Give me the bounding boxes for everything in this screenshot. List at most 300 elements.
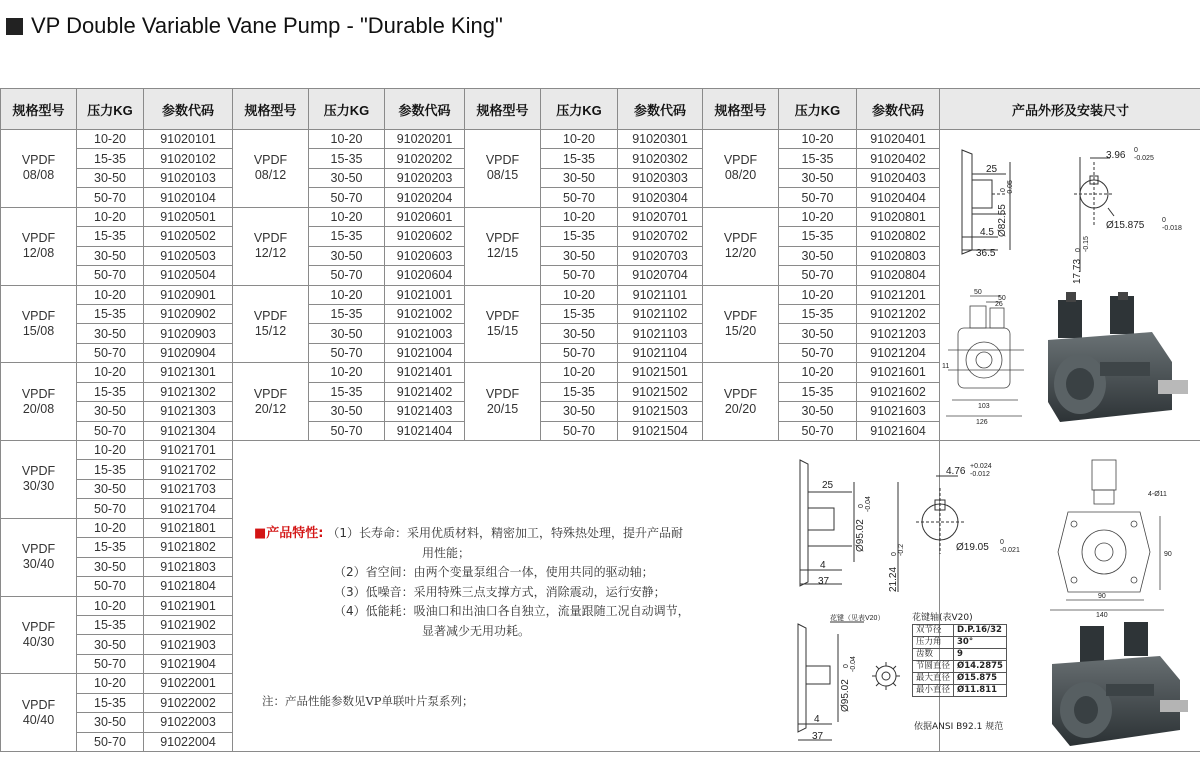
model-cell	[233, 285, 309, 363]
feature-line	[254, 563, 734, 583]
code-cell: 91021601	[857, 363, 940, 382]
pressure-cell: 10-20	[779, 130, 857, 149]
code-cell: 91020802	[857, 227, 940, 246]
pressure-cell: 15-35	[779, 304, 857, 323]
feature-note: 注：产品性能参数见VP单联叶片泵系列；	[262, 694, 474, 708]
dim-text: 4	[820, 560, 826, 571]
model-label: 08/08	[22, 168, 55, 183]
header-model: 规格型号	[703, 89, 779, 130]
model-label: 12/12	[254, 246, 287, 261]
model-label: VPDF	[485, 308, 520, 323]
model-label: 20/12	[254, 401, 287, 416]
dim-text: 90	[1164, 551, 1172, 558]
spline-param-label: 双节径	[913, 625, 954, 637]
dim-tol: -0.15	[1083, 236, 1090, 252]
spline-table-title: 花键轴(表V20)	[912, 613, 973, 623]
feature-line	[254, 524, 734, 544]
pressure-cell: 50-70	[77, 188, 144, 207]
code-cell: 91020601	[385, 207, 465, 226]
code-cell: 91021804	[144, 577, 233, 596]
code-cell: 91020404	[857, 188, 940, 207]
code-cell: 91020103	[144, 168, 233, 187]
pressure-cell: 15-35	[779, 382, 857, 401]
model-label: 08/20	[724, 168, 757, 183]
feature-item: （3）低噪音：采用特殊三点支撑方式，消除震动，运行安静；	[334, 584, 666, 599]
pressure-cell: 15-35	[541, 149, 618, 168]
dim-text: 50	[974, 289, 982, 296]
pressure-cell: 15-35	[77, 382, 144, 401]
model-cell	[1, 363, 77, 441]
dim-text: 90	[1098, 593, 1106, 600]
page-title: VP Double Variable Vane Pump - "Durable King"	[31, 13, 503, 38]
pressure-cell: 15-35	[77, 615, 144, 634]
dim-text: 4-Ø11	[1148, 491, 1167, 498]
pressure-cell: 15-35	[309, 304, 385, 323]
pressure-cell: 30-50	[541, 246, 618, 265]
dim-tol: -0.05	[1007, 180, 1014, 196]
pressure-cell: 30-50	[77, 246, 144, 265]
spline-row	[913, 673, 1007, 685]
dim-tol: 0	[858, 504, 865, 508]
code-cell: 91020502	[144, 227, 233, 246]
code-cell: 91020303	[618, 168, 703, 187]
code-cell: 91021903	[144, 635, 233, 654]
model-label: VPDF	[723, 231, 758, 246]
pressure-cell: 30-50	[779, 324, 857, 343]
pressure-cell: 30-50	[77, 479, 144, 498]
model-label: 20/20	[724, 401, 757, 416]
pressure-cell: 50-70	[779, 266, 857, 285]
code-cell: 91020903	[144, 324, 233, 343]
model-label: 08/12	[254, 168, 287, 183]
pressure-cell: 10-20	[541, 130, 618, 149]
product-features	[254, 524, 734, 641]
model-label: VPDF	[21, 231, 56, 246]
model-cell	[465, 207, 541, 285]
dim-text: 4	[814, 714, 820, 725]
model-label: 08/15	[486, 168, 519, 183]
dim-tol: 0	[1162, 217, 1166, 224]
model-label: VPDF	[21, 697, 56, 712]
pressure-cell: 30-50	[77, 168, 144, 187]
pressure-cell: 10-20	[309, 207, 385, 226]
dim-text: 37	[812, 731, 824, 742]
spline-key-label: 花键（见表V20）	[830, 615, 885, 622]
code-cell: 91020403	[857, 168, 940, 187]
code-cell: 91021004	[385, 343, 465, 362]
pressure-cell: 30-50	[309, 246, 385, 265]
model-cell	[233, 207, 309, 285]
drawing-keyed-shaft-small	[934, 132, 1196, 284]
code-cell: 91021103	[618, 324, 703, 343]
code-cell: 91021101	[618, 285, 703, 304]
code-cell: 91021402	[385, 382, 465, 401]
pressure-cell: 50-70	[77, 732, 144, 751]
pressure-cell: 10-20	[77, 441, 144, 460]
pressure-cell: 10-20	[77, 518, 144, 537]
feature-item: （2）省空间：由两个变量泵组合一体，使用共同的驱动轴；	[334, 565, 654, 579]
drawing-spline-shaft	[790, 612, 908, 748]
code-cell: 91021901	[144, 596, 233, 615]
code-cell: 91021701	[144, 441, 233, 460]
code-cell: 91020801	[857, 207, 940, 226]
dim-tol: 0	[1075, 248, 1082, 252]
pressure-cell: 10-20	[77, 363, 144, 382]
dim-text: 21.24	[888, 566, 899, 592]
spline-footer: 依据ANSI B92.1 规范	[914, 722, 1004, 732]
model-cell	[1, 518, 77, 596]
pressure-cell: 30-50	[77, 557, 144, 576]
pressure-cell: 15-35	[77, 149, 144, 168]
dim-tol: -0.04	[865, 496, 872, 512]
header-code: 参数代码	[857, 89, 940, 130]
model-cell	[1, 596, 77, 674]
dim-tol: -0.012	[970, 471, 990, 478]
code-cell: 91020703	[618, 246, 703, 265]
code-cell: 91020701	[618, 207, 703, 226]
model-label: 20/08	[22, 401, 55, 416]
code-cell: 91020504	[144, 266, 233, 285]
spline-param-label: 节圆直径	[913, 661, 954, 673]
dim-tol: 0	[1134, 147, 1138, 154]
pressure-cell: 15-35	[541, 304, 618, 323]
model-cell	[1, 285, 77, 363]
dim-text: 50	[998, 295, 1006, 302]
spline-table-body	[913, 625, 1007, 697]
spline-param-value: D.P.16/32	[954, 625, 1007, 637]
table-header-row	[1, 89, 1200, 130]
model-label: 20/15	[486, 401, 519, 416]
feature-line	[254, 544, 734, 564]
pressure-cell: 15-35	[77, 227, 144, 246]
model-label: 12/08	[22, 246, 55, 261]
pressure-cell: 50-70	[309, 343, 385, 362]
pressure-cell: 30-50	[77, 402, 144, 421]
code-cell: 91021902	[144, 615, 233, 634]
header-model: 规格型号	[1, 89, 77, 130]
feature-line	[254, 622, 734, 642]
pressure-cell: 15-35	[309, 382, 385, 401]
code-cell: 91020804	[857, 266, 940, 285]
dim-text: 26	[995, 301, 1003, 308]
dim-text: 36.5	[976, 248, 996, 259]
spline-row	[913, 637, 1007, 649]
model-label: VPDF	[21, 153, 56, 168]
pressure-cell: 50-70	[77, 654, 144, 673]
header-model: 规格型号	[465, 89, 541, 130]
pressure-cell: 50-70	[779, 343, 857, 362]
model-label: VPDF	[723, 386, 758, 401]
code-cell: 91020101	[144, 130, 233, 149]
spline-param-value: Ø11.811	[954, 685, 1007, 697]
model-cell	[233, 363, 309, 441]
model-label: VPDF	[21, 308, 56, 323]
spline-param-value: Ø15.875	[954, 673, 1007, 685]
model-label: VPDF	[253, 153, 288, 168]
pressure-cell: 10-20	[779, 207, 857, 226]
code-cell: 91021303	[144, 402, 233, 421]
pressure-cell: 10-20	[77, 596, 144, 615]
pressure-cell: 30-50	[541, 168, 618, 187]
code-cell: 91020704	[618, 266, 703, 285]
pressure-cell: 10-20	[541, 207, 618, 226]
dim-text: Ø82.55	[997, 204, 1008, 237]
dim-text: 4.5	[980, 227, 994, 238]
dim-tol: -0.018	[1162, 225, 1182, 232]
dim-text: 11	[942, 363, 950, 370]
header-model: 规格型号	[233, 89, 309, 130]
pressure-cell: 10-20	[541, 285, 618, 304]
pressure-cell: 15-35	[541, 382, 618, 401]
code-cell: 91020603	[385, 246, 465, 265]
feature-item: （1）长寿命：采用优质材料，精密加工，特殊热处理，提升产品耐	[327, 526, 683, 540]
model-cell	[1, 130, 77, 208]
dim-tol: +0.024	[970, 463, 992, 470]
dim-text: 3.96	[1106, 150, 1126, 161]
code-cell: 91021001	[385, 285, 465, 304]
pressure-cell: 30-50	[309, 324, 385, 343]
pressure-cell: 30-50	[77, 713, 144, 732]
code-cell: 91021704	[144, 499, 233, 518]
pressure-cell: 30-50	[77, 635, 144, 654]
code-cell: 91021204	[857, 343, 940, 362]
dim-text: 25	[986, 164, 998, 175]
code-cell: 91020401	[857, 130, 940, 149]
pressure-cell: 10-20	[541, 363, 618, 382]
code-cell: 91021503	[618, 402, 703, 421]
dim-tol: -0.021	[1000, 547, 1020, 554]
dim-text: Ø95.02	[840, 679, 851, 712]
code-cell: 91021102	[618, 304, 703, 323]
spline-row	[913, 649, 1007, 661]
model-label: VPDF	[253, 386, 288, 401]
pressure-cell: 30-50	[541, 324, 618, 343]
code-cell: 91021803	[144, 557, 233, 576]
code-cell: 91020201	[385, 130, 465, 149]
model-cell	[703, 285, 779, 363]
code-cell: 91020203	[385, 168, 465, 187]
dim-tol: -0.2	[898, 543, 905, 556]
features-heading: ■产品特性:	[254, 526, 324, 541]
pressure-cell: 50-70	[779, 188, 857, 207]
header-pressure: 压力KG	[309, 89, 385, 130]
pressure-cell: 10-20	[77, 674, 144, 693]
code-cell: 91020501	[144, 207, 233, 226]
model-cell	[233, 130, 309, 208]
pressure-cell: 15-35	[77, 460, 144, 479]
model-cell	[703, 207, 779, 285]
code-cell: 91020302	[618, 149, 703, 168]
pressure-cell: 30-50	[309, 402, 385, 421]
pressure-cell: 10-20	[77, 130, 144, 149]
model-label: 12/15	[486, 246, 519, 261]
pressure-cell: 10-20	[309, 285, 385, 304]
pressure-cell: 30-50	[541, 402, 618, 421]
model-label: 30/30	[22, 479, 55, 494]
code-cell: 91022001	[144, 674, 233, 693]
pressure-cell: 10-20	[779, 285, 857, 304]
pressure-cell: 50-70	[541, 421, 618, 440]
pressure-cell: 10-20	[77, 285, 144, 304]
drawing-front-view-large	[1040, 452, 1196, 618]
pressure-cell: 30-50	[77, 324, 144, 343]
pressure-cell: 50-70	[77, 343, 144, 362]
code-cell: 91021403	[385, 402, 465, 421]
model-label: VPDF	[21, 386, 56, 401]
code-cell: 91020202	[385, 149, 465, 168]
code-cell: 91020803	[857, 246, 940, 265]
model-label: 30/40	[22, 557, 55, 572]
model-label: 15/12	[254, 323, 287, 338]
code-cell: 91021401	[385, 363, 465, 382]
code-cell: 91021702	[144, 460, 233, 479]
drawing-front-view-small	[940, 288, 1030, 433]
header-pressure: 压力KG	[77, 89, 144, 130]
code-cell: 91021301	[144, 363, 233, 382]
dim-text: 103	[978, 403, 990, 410]
code-cell: 91020902	[144, 304, 233, 323]
pressure-cell: 50-70	[309, 266, 385, 285]
dim-text: 37	[818, 576, 830, 587]
pressure-cell: 30-50	[309, 168, 385, 187]
model-cell	[465, 130, 541, 208]
dim-tol: 0	[843, 664, 850, 668]
pressure-cell: 10-20	[309, 363, 385, 382]
pressure-cell: 50-70	[309, 188, 385, 207]
model-label: 15/15	[486, 323, 519, 338]
feature-item: 显著减少无用功耗。	[422, 623, 531, 638]
model-label: VPDF	[485, 153, 520, 168]
pressure-cell: 50-70	[77, 266, 144, 285]
pressure-cell: 15-35	[77, 538, 144, 557]
code-cell: 91022003	[144, 713, 233, 732]
pressure-cell: 15-35	[779, 149, 857, 168]
dim-text: Ø95.02	[855, 519, 866, 552]
model-label: 40/30	[22, 634, 55, 649]
model-cell	[1, 674, 77, 752]
spline-row	[913, 625, 1007, 637]
header-code: 参数代码	[144, 89, 233, 130]
model-label: 15/20	[724, 323, 757, 338]
dim-text: 17.73	[1072, 258, 1083, 284]
pressure-cell: 10-20	[77, 207, 144, 226]
spline-param-label: 齿数	[913, 649, 954, 661]
pressure-cell: 10-20	[309, 130, 385, 149]
spline-param-value: 9	[954, 649, 1007, 661]
code-cell: 91021302	[144, 382, 233, 401]
pump-photo-2	[1040, 620, 1192, 756]
code-cell: 91020503	[144, 246, 233, 265]
pressure-cell: 15-35	[541, 227, 618, 246]
model-cell	[703, 363, 779, 441]
code-cell: 91021602	[857, 382, 940, 401]
pressure-cell: 50-70	[779, 421, 857, 440]
pressure-cell: 15-35	[309, 227, 385, 246]
code-cell: 91021603	[857, 402, 940, 421]
model-cell	[703, 130, 779, 208]
pressure-cell: 50-70	[77, 577, 144, 596]
code-cell: 91021404	[385, 421, 465, 440]
code-cell: 91021002	[385, 304, 465, 323]
title-square-icon	[6, 18, 23, 35]
spline-row	[913, 661, 1007, 673]
model-label: VPDF	[723, 153, 758, 168]
pressure-cell: 50-70	[77, 421, 144, 440]
pressure-cell: 15-35	[779, 227, 857, 246]
dim-text: 126	[976, 419, 988, 426]
feature-item: （4）低能耗：吸油口和出油口各自独立，流量跟随工况自动调节，	[334, 604, 690, 618]
model-label: VPDF	[21, 619, 56, 634]
header-pressure: 压力KG	[541, 89, 618, 130]
dim-text: Ø19.05	[956, 542, 989, 553]
pressure-cell: 15-35	[309, 149, 385, 168]
pressure-cell: 50-70	[541, 188, 618, 207]
dim-text: Ø15.875	[1106, 220, 1145, 231]
model-label: VPDF	[253, 308, 288, 323]
code-cell: 91021501	[618, 363, 703, 382]
code-cell: 91021003	[385, 324, 465, 343]
code-cell: 91021801	[144, 518, 233, 537]
pressure-cell: 30-50	[779, 402, 857, 421]
model-label: 40/40	[22, 712, 55, 727]
model-label: 15/08	[22, 323, 55, 338]
pressure-cell: 10-20	[779, 363, 857, 382]
spline-table	[912, 624, 1007, 697]
pump-photo-1	[1040, 292, 1190, 432]
drawing-keyed-shaft-large	[790, 452, 1028, 602]
model-label: VPDF	[21, 542, 56, 557]
code-cell: 91020402	[857, 149, 940, 168]
code-cell: 91021502	[618, 382, 703, 401]
spline-param-label: 最大直径	[913, 673, 954, 685]
code-cell: 91021201	[857, 285, 940, 304]
code-cell: 91020702	[618, 227, 703, 246]
feature-line	[254, 583, 734, 603]
pressure-cell: 30-50	[779, 246, 857, 265]
code-cell: 91021504	[618, 421, 703, 440]
code-cell: 91020102	[144, 149, 233, 168]
title-bar	[6, 6, 503, 46]
code-cell: 91021703	[144, 479, 233, 498]
model-cell	[465, 285, 541, 363]
spline-param-value: Ø14.2875	[954, 661, 1007, 673]
model-cell	[465, 363, 541, 441]
dim-text: 140	[1096, 612, 1108, 618]
dim-tol: 0	[1000, 188, 1007, 192]
pressure-cell: 15-35	[77, 304, 144, 323]
code-cell: 91021604	[857, 421, 940, 440]
code-cell: 91020301	[618, 130, 703, 149]
header-drawing: 产品外形及安装尺寸	[940, 89, 1200, 130]
code-cell: 91021802	[144, 538, 233, 557]
model-label: 12/20	[724, 246, 757, 261]
dim-tol: 0	[1000, 539, 1004, 546]
dim-tol: -0.025	[1134, 155, 1154, 162]
dim-text: 25	[822, 480, 834, 491]
feature-item: 用性能；	[422, 545, 471, 560]
code-cell: 91021104	[618, 343, 703, 362]
pressure-cell: 15-35	[77, 693, 144, 712]
pressure-cell: 50-70	[541, 266, 618, 285]
code-cell: 91020602	[385, 227, 465, 246]
pressure-cell: 50-70	[541, 343, 618, 362]
spline-row	[913, 685, 1007, 697]
code-cell: 91020104	[144, 188, 233, 207]
spline-param-label: 压力角	[913, 637, 954, 649]
model-cell	[1, 207, 77, 285]
model-label: VPDF	[723, 308, 758, 323]
dim-text: 4.76	[946, 466, 966, 477]
